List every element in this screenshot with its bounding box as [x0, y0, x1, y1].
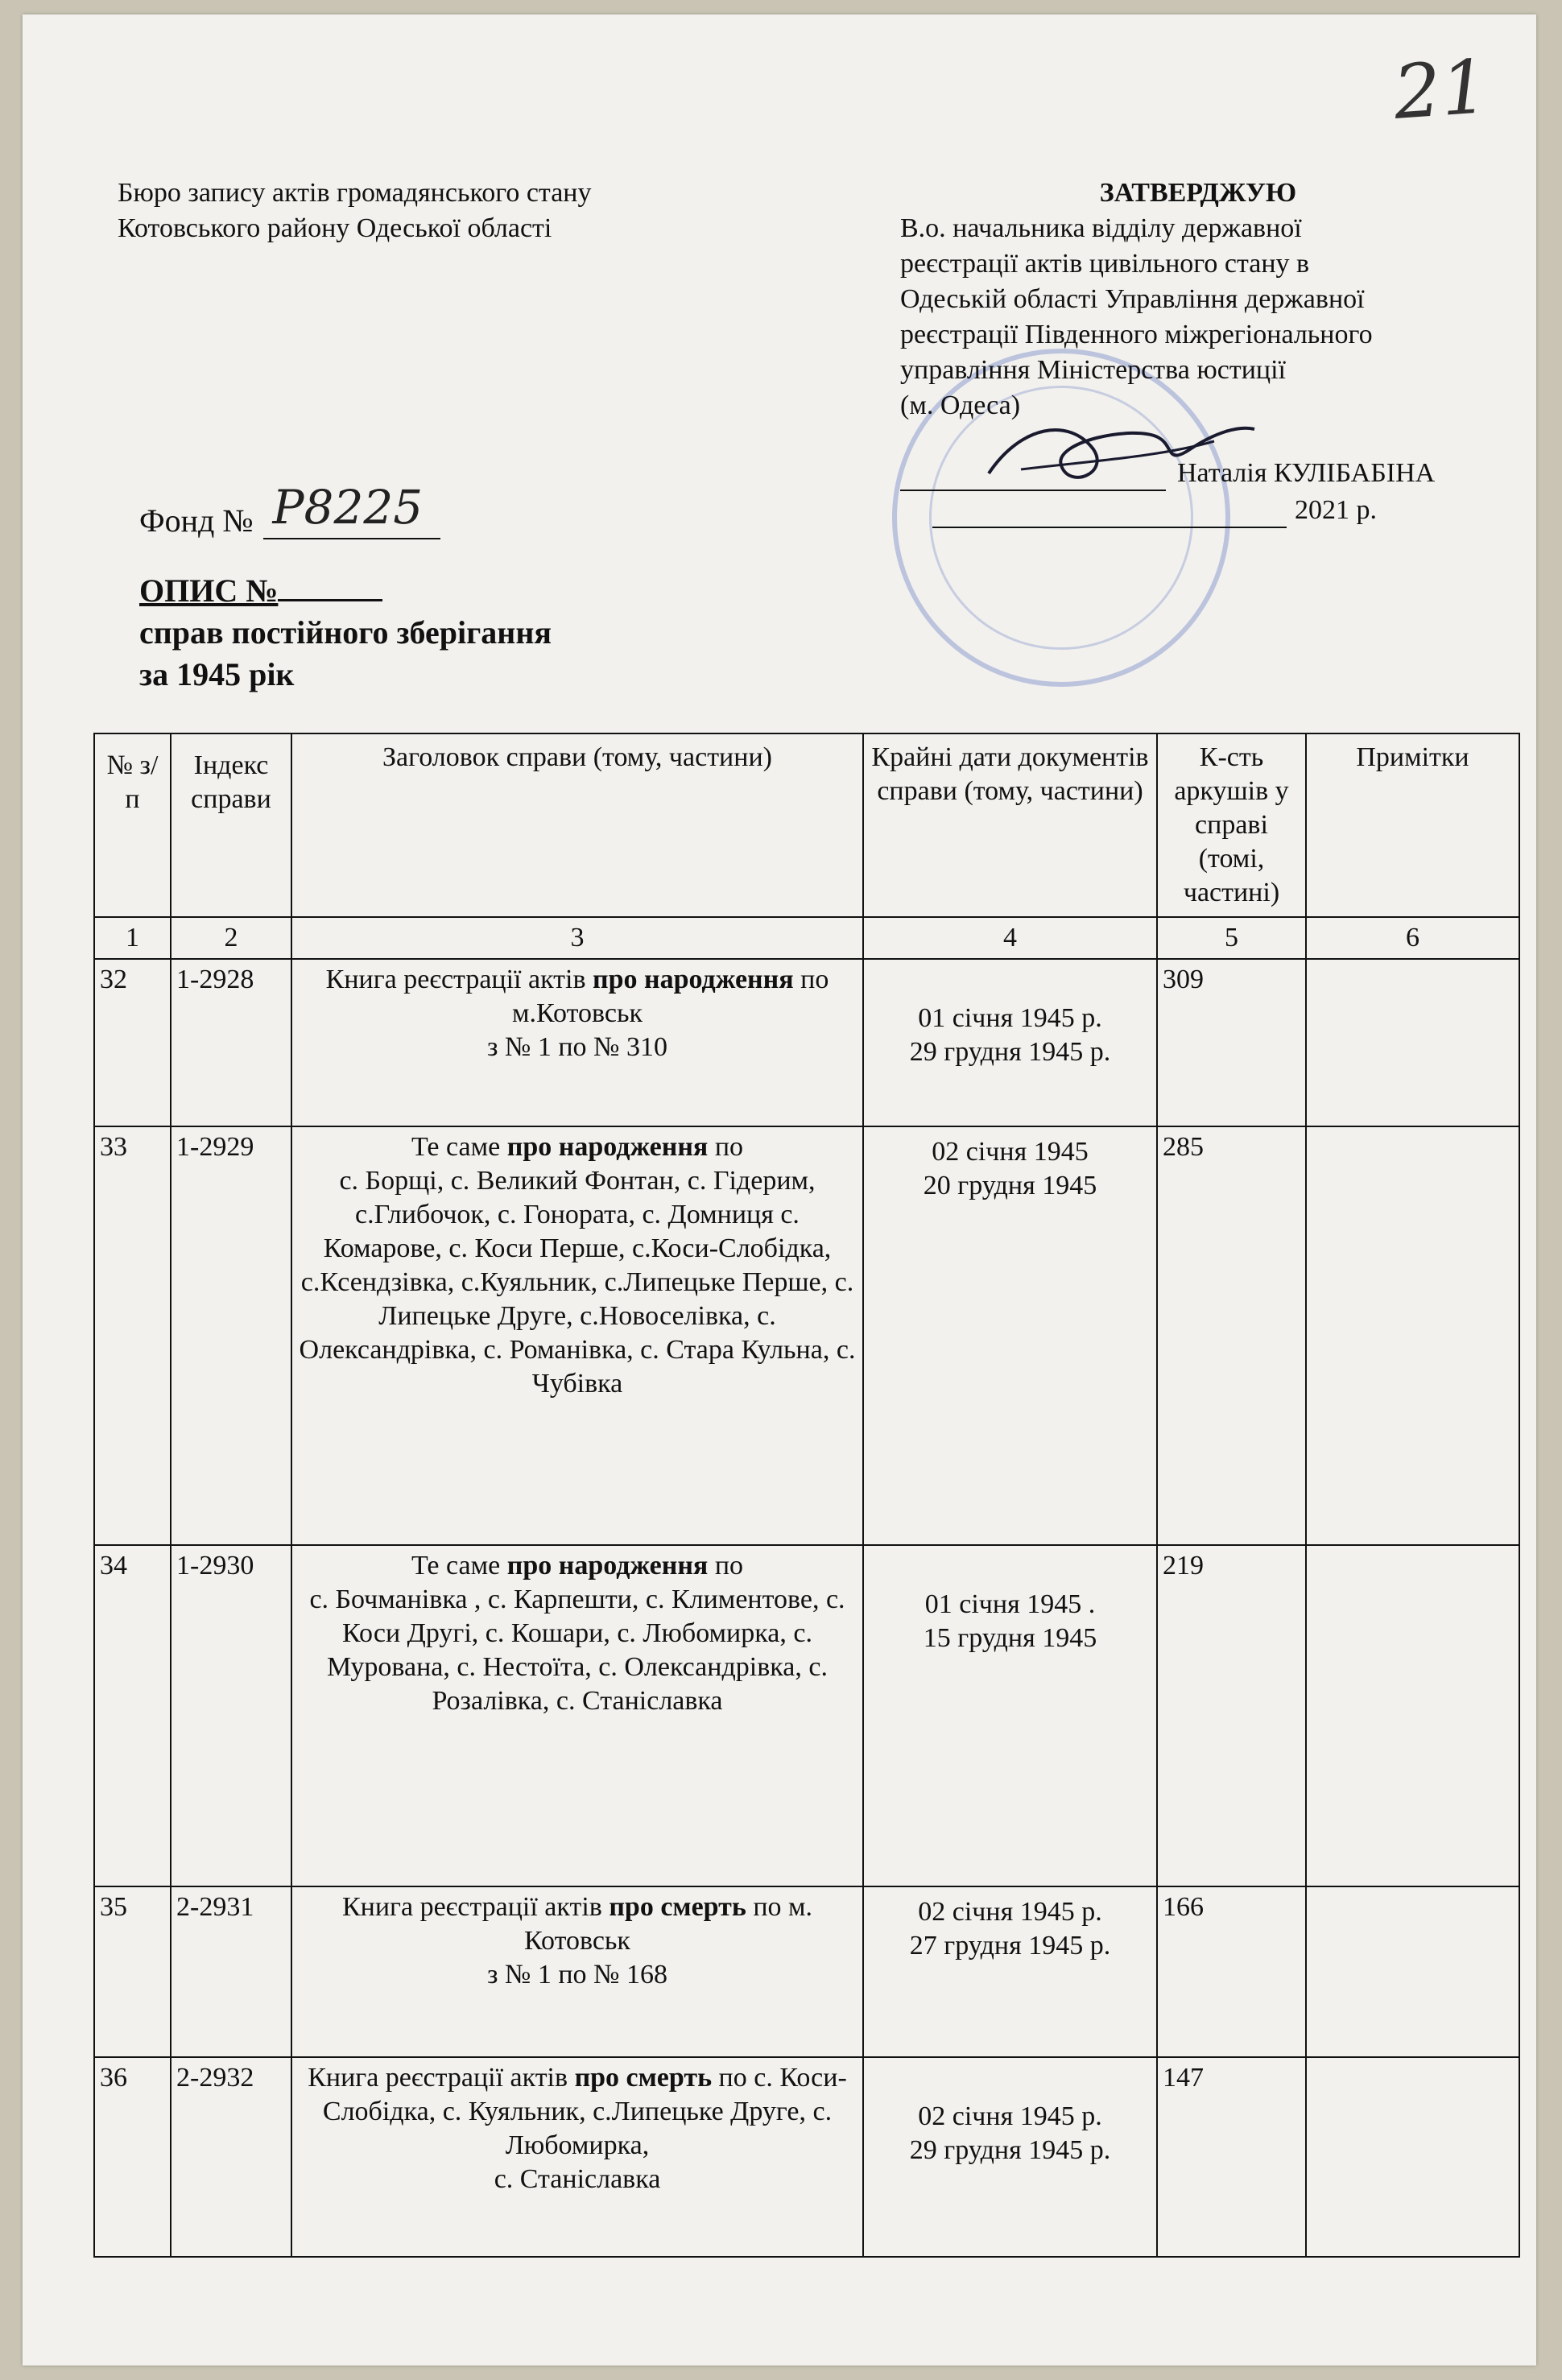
table-row	[94, 1545, 1519, 1886]
header-dates: Крайні дати документів справи (тому, частини)	[863, 733, 1157, 917]
date-from: 02 січня 1945 р.	[918, 2101, 1102, 2131]
table-row	[94, 959, 1519, 1126]
case-index: 2-2932	[171, 2057, 291, 2257]
column-number: 1	[94, 917, 171, 959]
header-sheets: К-сть аркушів у справі (томі, частині)	[1157, 733, 1306, 917]
column-number: 2	[171, 917, 291, 959]
signer-name: Наталія КУЛІБАБІНА	[1177, 458, 1436, 488]
inventory-subtitle: справ постійного зберігання	[139, 614, 552, 651]
date-to: 15 грудня 1945	[923, 1623, 1097, 1653]
date-blank	[932, 498, 1287, 528]
date-from: 02 січня 1945 р.	[918, 1897, 1102, 1927]
date-from: 02 січня 1945	[932, 1137, 1089, 1167]
column-number: 3	[291, 917, 863, 959]
case-title: Те саме про народження по с. Борщі, с. Великий Фонтан, с. Гідерим, с.Глибочок, с. Гонората, с. Домниця с. Комарове, с. Коси Перше, с.Коси-Слобідка, с.Ксендзівка, с.Куяльник, с.Липецьке Перше, с. Липецьке Друге, с.Новоселівка, с. Олександрівка, с. Романівка, с. Стара Кульна, с. Чубівка	[291, 1126, 863, 1545]
case-notes	[1306, 1886, 1519, 2057]
handwritten-signature	[973, 393, 1262, 498]
case-register-table	[93, 733, 1520, 2258]
column-number: 4	[863, 917, 1157, 959]
date-from: 01 січня 1945 .	[924, 1589, 1096, 1619]
handwritten-page-number: 21	[1391, 43, 1491, 136]
fond-number	[139, 480, 440, 539]
header-number: № з/п	[94, 733, 171, 917]
approval-line-6: (м. Одеса)	[900, 390, 1021, 420]
fond-label: Фонд №	[139, 502, 254, 539]
date-to: 29 грудня 1945 р.	[909, 2135, 1111, 2165]
inventory-year: за 1945 рік	[139, 656, 295, 692]
sheet-count: 285	[1157, 1126, 1306, 1545]
case-title: Книга реєстрації актів про смерть по м. Котовськ з № 1 по № 168	[291, 1886, 863, 2057]
row-number: 34	[94, 1545, 171, 1886]
fond-number-field	[263, 480, 440, 539]
sheet-count: 219	[1157, 1545, 1306, 1886]
header-notes: Примітки	[1306, 733, 1519, 917]
date-to: 29 грудня 1945 р.	[909, 1037, 1111, 1067]
date-from: 01 січня 1945 р.	[918, 1003, 1102, 1033]
case-notes	[1306, 1126, 1519, 1545]
table-row	[94, 2057, 1519, 2257]
approval-year: 2021 р.	[1295, 495, 1377, 525]
case-index: 1-2930	[171, 1545, 291, 1886]
case-notes	[1306, 959, 1519, 1126]
row-number: 35	[94, 1886, 171, 2057]
inventory-number-blank	[278, 570, 382, 601]
sheet-count: 147	[1157, 2057, 1306, 2257]
column-number: 6	[1306, 917, 1519, 959]
approval-line-2: реєстрації актів цивільного стану в	[900, 249, 1310, 279]
header-title: Заголовок справи (тому, частини)	[291, 733, 863, 917]
table-row	[94, 1126, 1519, 1545]
table-row	[94, 1886, 1519, 2057]
issuing-organization	[118, 176, 842, 246]
row-number: 36	[94, 2057, 171, 2257]
case-dates	[863, 959, 1157, 1126]
case-title: Те саме про народження по с. Бочманівка , с. Карпешти, с. Климентове, с. Коси Другі, с. Кошари, с. Любомирка, с. Мурована, с. Нестоїта, с. Олександрівка, с. Розалівка, с. Станіславка	[291, 1545, 863, 1886]
case-title: Книга реєстрації актів про смерть по с. Коси-Слобідка, с. Куяльник, с.Липецьке Друге, с. Любомирка, с. Станіславка	[291, 2057, 863, 2257]
approval-line-3: Одеській області Управління державної	[900, 284, 1365, 314]
case-dates	[863, 1545, 1157, 1886]
case-dates	[863, 1886, 1157, 2057]
row-number: 33	[94, 1126, 171, 1545]
date-to: 20 грудня 1945	[923, 1171, 1097, 1200]
approval-date-line	[932, 493, 1512, 528]
case-dates	[863, 1126, 1157, 1545]
approval-line-4: реєстрації Південного міжрегіонального	[900, 320, 1373, 349]
sheet-count: 309	[1157, 959, 1306, 1126]
case-index: 1-2929	[171, 1126, 291, 1545]
sheet-count: 166	[1157, 1886, 1306, 2057]
organization-line-1: Бюро запису актів громадянського стану	[118, 178, 592, 208]
organization-line-2: Котовського району Одеської області	[118, 213, 552, 243]
column-number: 5	[1157, 917, 1306, 959]
row-number: 32	[94, 959, 171, 1126]
case-index: 2-2931	[171, 1886, 291, 2057]
inventory-title	[139, 570, 552, 696]
inventory-label: ОПИС №	[139, 572, 279, 609]
column-number-row	[94, 917, 1519, 959]
document-page	[23, 14, 1536, 2366]
case-dates	[863, 2057, 1157, 2257]
date-to: 27 грудня 1945 р.	[909, 1931, 1111, 1961]
case-notes	[1306, 2057, 1519, 2257]
fond-number-handwritten: Р8225	[272, 480, 424, 535]
approval-title: ЗАТВЕРДЖУЮ	[1099, 178, 1297, 208]
approval-line-1: В.о. начальника відділу державної	[900, 213, 1302, 243]
case-notes	[1306, 1545, 1519, 1886]
case-title: Книга реєстрації актів про народження по м.Котовськ з № 1 по № 310	[291, 959, 863, 1126]
case-index: 1-2928	[171, 959, 291, 1126]
table-header-row	[94, 733, 1519, 917]
header-index: Індекс справи	[171, 733, 291, 917]
approval-line-5: управління Міністерства юстиції	[900, 355, 1286, 385]
